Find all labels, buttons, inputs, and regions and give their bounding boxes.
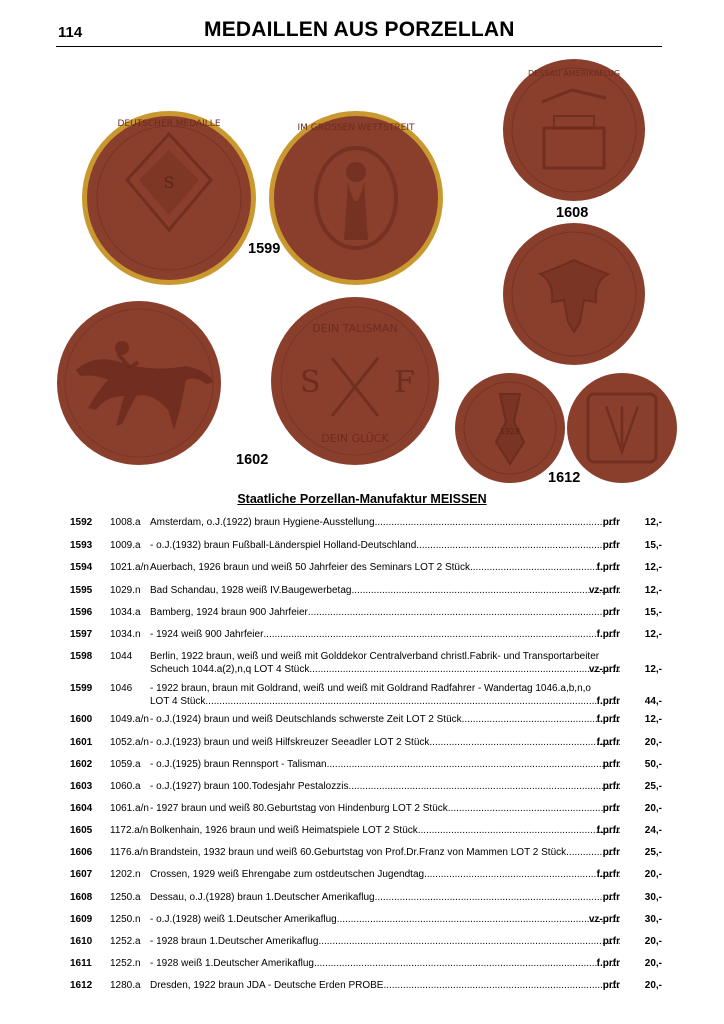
catalog-code: 1061.a/n (110, 803, 149, 814)
lot-description (150, 936, 620, 948)
lot-number: 1597 (70, 629, 93, 640)
lot-price: 20,- (644, 869, 662, 880)
lot-description (150, 980, 620, 992)
lot-number: 1598 (70, 651, 93, 662)
description-text: - 1928 weiß 1.Deutscher Amerikaflug (150, 958, 314, 969)
lot-number: 1593 (70, 540, 93, 551)
catalog-code: 1009.a (110, 540, 141, 551)
description-text: Bolkenhain, 1926 braun und weiß Heimatspiele LOT 2 Stück (150, 825, 418, 836)
catalog-row (70, 781, 666, 794)
catalog-row (70, 540, 666, 553)
description-text: Bad Schandau, 1928 weiß IV.Baugewerbetag (150, 585, 352, 596)
lot-price: 12,- (644, 664, 662, 675)
lot-number: 1604 (70, 803, 93, 814)
leader-dots (375, 892, 620, 903)
coin-image-1612-obverse (454, 372, 566, 484)
coin-image-1599-reverse (268, 110, 444, 286)
grade: prfr (602, 607, 620, 618)
lot-price: 30,- (644, 914, 662, 925)
coin-image-1608-reverse (502, 222, 646, 366)
description-text: - o.J.(1925) braun Rennsport - Talisman (150, 759, 327, 770)
lot-number: 1594 (70, 562, 93, 573)
catalog-row (70, 629, 666, 642)
grade: prfr (602, 980, 620, 991)
catalog-row (70, 914, 666, 927)
lot-price: 12,- (644, 629, 662, 640)
leader-dots (318, 936, 620, 947)
page-header (56, 16, 662, 47)
leader-dots (309, 664, 620, 675)
catalog-row (70, 651, 666, 677)
description-text: - 1928 braun 1.Deutscher Amerikaflug (150, 936, 319, 947)
grade: prfr (602, 517, 620, 528)
lot-description (150, 585, 620, 597)
grade: prfr (602, 847, 620, 858)
coin-1602-letter-f: F (394, 365, 415, 400)
coin-image-1602-reverse (270, 296, 440, 466)
catalog-code: 1049.a/n (110, 714, 149, 725)
description-text: Brandstein, 1932 braun und weiß 60.Geburtstag von Prof.Dr.Franz von Mammen LOT 2 Stück (150, 847, 567, 858)
leader-dots (337, 914, 620, 925)
description-text: - o.J.(1928) weiß 1.Deutscher Amerikaflug (150, 914, 337, 925)
lot-description (150, 651, 620, 663)
lot-price: 20,- (644, 936, 662, 947)
lot-description (150, 847, 620, 859)
description-text: Auerbach, 1926 braun und weiß 50 Jahrfeier des Seminars LOT 2 Stück (150, 562, 470, 573)
lot-price: 20,- (644, 980, 662, 991)
catalog-code: 1060.a (110, 781, 141, 792)
lot-number: 1610 (70, 936, 93, 947)
lot-number: 1612 (70, 980, 93, 991)
description-text: Dessau, o.J.(1928) braun 1.Deutscher Amerikaflug (150, 892, 375, 903)
lot-number: 1602 (70, 759, 93, 770)
catalog-code: 1046 (110, 683, 133, 694)
lot-price: 30,- (644, 892, 662, 903)
page-number: 114 (58, 24, 83, 41)
lot-description (150, 781, 620, 793)
lot-number: 1611 (70, 958, 92, 969)
catalog-code: 1034.n (110, 629, 141, 640)
lot-description (150, 562, 620, 574)
coin-1602-bottom-legend: DEIN GLÜCK (321, 432, 389, 445)
leader-dots (327, 759, 620, 770)
coin-image-1612-reverse (566, 372, 678, 484)
description-text: - o.J.(1923) braun und weiß Hilfskreuzer Seeadler LOT 2 Stück (150, 737, 430, 748)
catalog-code: 1252.n (110, 958, 141, 969)
grade: prfr (602, 759, 620, 770)
svg-text:S: S (163, 173, 175, 192)
leader-dots (429, 737, 620, 748)
catalog-code: 1044 (110, 651, 133, 662)
description-text: Amsterdam, o.J.(1922) braun Hygiene-Ausstellung (150, 517, 375, 528)
lot-description (150, 714, 620, 726)
description-text: Berlin, 1922 braun, weiß und weiß mit Golddekor Centralverband christl.Fabrik- und Transportarbeiter (150, 651, 600, 662)
catalog-row (70, 825, 666, 838)
lot-description (150, 517, 620, 529)
grade: prfr (602, 892, 620, 903)
leader-dots (383, 980, 620, 991)
catalog-code: 1172.a/n (110, 825, 149, 836)
grade: f.prfr (596, 958, 620, 969)
lot-price: 12,- (644, 562, 662, 573)
lot-description (150, 869, 620, 881)
leader-dots (462, 714, 620, 725)
section-heading: Staatliche Porzellan-Manufaktur MEISSEN (237, 492, 487, 506)
catalog-code: 1029.n (110, 585, 141, 596)
leader-dots (424, 869, 620, 880)
leader-dots (416, 540, 620, 551)
description-text: Dresden, 1922 braun JDA - Deutsche Erden PROBE (150, 980, 384, 991)
lot-price: 15,- (644, 607, 662, 618)
lot-number: 1595 (70, 585, 93, 596)
lot-description (150, 540, 620, 552)
lot-price: 15,- (644, 540, 662, 551)
grade: f.prfr (596, 562, 620, 573)
lot-description (150, 892, 620, 904)
catalog-row (70, 737, 666, 750)
leader-dots (375, 517, 620, 528)
catalog-code: 1034.a (110, 607, 141, 618)
grade: f.prfr (596, 869, 620, 880)
leader-dots (566, 847, 620, 858)
catalog-row (70, 847, 666, 860)
catalog-row (70, 980, 666, 993)
catalog-row (70, 958, 666, 971)
catalog-row (70, 607, 666, 620)
coin-label-1612: 1612 (548, 470, 581, 486)
grade: prfr (602, 781, 620, 792)
description-text-continued: Scheuch 1044.a(2),n,q LOT 4 Stück (150, 664, 310, 675)
description-text: - 1922 braun, braun mit Goldrand, weiß und weiß mit Goldrand Radfahrer - Wandertag 1046.a,b,n,o (150, 683, 591, 694)
lot-price: 12,- (644, 517, 662, 528)
catalog-code: 1059.a (110, 759, 141, 770)
coin-1602-top-legend: DEIN TALISMAN (312, 322, 398, 335)
description-text: Bamberg, 1924 braun 900 Jahrfeier (150, 607, 308, 618)
leader-dots (418, 825, 620, 836)
lot-number: 1592 (70, 517, 93, 528)
lot-number: 1607 (70, 869, 93, 880)
leader-dots (263, 629, 620, 640)
leader-dots (470, 562, 620, 573)
lot-price: 44,- (644, 696, 662, 707)
grade: f.prfr (596, 696, 620, 707)
coin-1599-reverse-legend: IM GROSSEN WETTSTREIT (297, 123, 415, 133)
lot-number: 1600 (70, 714, 93, 725)
lot-price: 24,- (644, 825, 662, 836)
catalog-row (70, 683, 666, 709)
catalog-code: 1252.a (110, 936, 141, 947)
grade: f.prfr (596, 825, 620, 836)
lot-price: 12,- (644, 585, 662, 596)
catalog-code: 1021.a/n (110, 562, 149, 573)
coin-1612-date: 1928 (499, 427, 521, 436)
page-title: MEDAILLEN AUS PORZELLAN (204, 18, 515, 41)
catalog-row (70, 517, 666, 530)
grade: prfr (602, 803, 620, 814)
grade: prfr (602, 540, 620, 551)
grade: f.prfr (596, 714, 620, 725)
coin-1602-letter-s: S (300, 365, 321, 400)
grade: vz-prfr (588, 664, 620, 675)
lot-description (150, 759, 620, 771)
lot-description (150, 737, 620, 749)
leader-dots (448, 803, 620, 814)
lot-number: 1596 (70, 607, 93, 618)
lot-description (150, 803, 620, 815)
lot-number: 1609 (70, 914, 93, 925)
lot-price: 50,- (644, 759, 662, 770)
lot-number: 1608 (70, 892, 93, 903)
description-text: - o.J.(1932) braun Fußball-Länderspiel Holland-Deutschland (150, 540, 417, 551)
catalog-code: 1008.a (110, 517, 141, 528)
lot-price: 20,- (644, 958, 662, 969)
lot-description (150, 914, 620, 926)
description-text: Crossen, 1929 weiß Ehrengabe zum ostdeutschen Jugendtag (150, 869, 425, 880)
lot-number: 1606 (70, 847, 93, 858)
coin-label-1599: 1599 (248, 241, 281, 257)
lot-price: 25,- (644, 781, 662, 792)
catalog-row (70, 585, 666, 598)
lot-price: 25,- (644, 847, 662, 858)
lot-description (150, 629, 620, 641)
catalog-row (70, 936, 666, 949)
catalog-row (70, 562, 666, 575)
description-text: - o.J.(1924) braun und weiß Deutschlands schwerste Zeit LOT 2 Stück (150, 714, 462, 725)
lot-description (150, 683, 620, 695)
leader-dots (351, 585, 620, 596)
lot-number: 1599 (70, 683, 93, 694)
coin-1608-legend: DESSAU AMERIKAFLUG (527, 69, 621, 78)
lot-description (150, 825, 620, 837)
coin-1599-obverse-legend: DEUTSCHER MEDAILLE (117, 119, 221, 129)
leader-dots (205, 696, 620, 707)
catalog-code: 1202.n (110, 869, 141, 880)
catalog-code: 1280.a (110, 980, 141, 991)
lot-price: 12,- (644, 714, 662, 725)
grade: prfr (602, 936, 620, 947)
grade: f.prfr (596, 629, 620, 640)
leader-dots (348, 781, 620, 792)
lot-description (150, 958, 620, 970)
description-text: - o.J.(1927) braun 100.Todesjahr Pestalozzis (150, 781, 349, 792)
catalog-code: 1052.a/n (110, 737, 149, 748)
catalog-code: 1250.n (110, 914, 141, 925)
coin-image-1602-obverse (56, 300, 222, 466)
grade: f.prfr (596, 737, 620, 748)
lot-description (150, 607, 620, 619)
catalog-row (70, 869, 666, 882)
catalog-code: 1176.a/n (110, 847, 149, 858)
coin-image-1599-obverse (81, 110, 257, 286)
catalog-row (70, 714, 666, 727)
coin-label-1608: 1608 (556, 205, 589, 221)
leader-dots (314, 958, 620, 969)
grade: vz-prfr (588, 914, 620, 925)
catalog-row (70, 892, 666, 905)
catalog-row (70, 803, 666, 816)
lot-number: 1601 (70, 737, 93, 748)
lot-price: 20,- (644, 737, 662, 748)
description-text-continued: LOT 4 Stück (150, 696, 206, 707)
leader-dots (308, 607, 620, 618)
description-text: - 1924 weiß 900 Jahrfeier (150, 629, 264, 640)
coin-label-1602: 1602 (236, 452, 269, 468)
grade: vz-prfr (588, 585, 620, 596)
lot-number: 1605 (70, 825, 93, 836)
lot-number: 1603 (70, 781, 93, 792)
lot-price: 20,- (644, 803, 662, 814)
coin-image-1608-obverse (502, 58, 646, 202)
description-text: - 1927 braun und weiß 80.Geburtstag von Hindenburg LOT 2 Stück (150, 803, 448, 814)
catalog-code: 1250.a (110, 892, 141, 903)
catalog-row (70, 759, 666, 772)
